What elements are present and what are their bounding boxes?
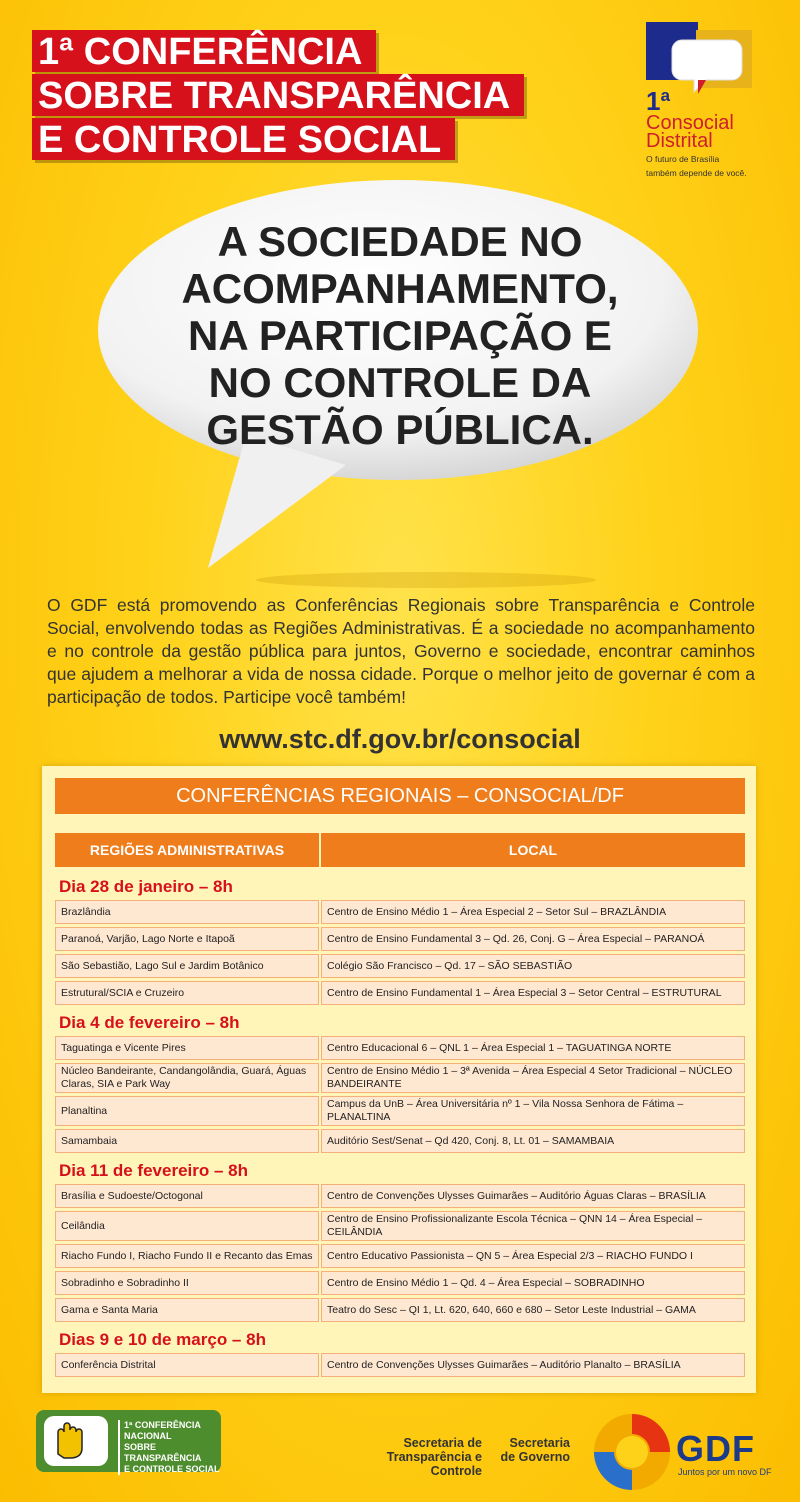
table-row bbox=[55, 1063, 745, 1093]
local-cell: Centro Educacional 6 – QNL 1 – Área Especial 1 – TAGUATINGA NORTE bbox=[321, 1036, 745, 1060]
title-line-3: E CONTROLE SOCIAL bbox=[32, 118, 455, 160]
local-cell: Centro de Ensino Médio 1 – 3ª Avenida – Área Especial 4 Setor Tradicional – NÚCLEO BANDEIRANTE bbox=[321, 1063, 745, 1093]
local-cell: Centro de Ensino Profissionalizante Escola Técnica – QNN 14 – Área Especial – CEILÂNDIA bbox=[321, 1211, 745, 1241]
gov-line-1: Secretaria bbox=[509, 1436, 570, 1450]
local-cell: Centro de Ensino Médio 1 – Qd. 4 – Área Especial – SOBRADINHO bbox=[321, 1271, 745, 1295]
conference-title bbox=[32, 30, 524, 162]
region-cell: Gama e Santa Maria bbox=[55, 1298, 319, 1322]
local-cell: Campus da UnB – Área Universitária nº 1 – Vila Nossa Senhora de Fátima – PLANALTINA bbox=[321, 1096, 745, 1126]
region-cell: Estrutural/SCIA e Cruzeiro bbox=[55, 981, 319, 1005]
region-cell: Ceilândia bbox=[55, 1211, 319, 1241]
bubble-line-5: GESTÃO PÚBLICA. bbox=[206, 406, 594, 453]
title-line-1: 1ª CONFERÊNCIA bbox=[32, 30, 376, 72]
column-header-local: LOCAL bbox=[321, 833, 745, 867]
gov-secretariat bbox=[500, 1436, 570, 1464]
table-row bbox=[55, 1211, 745, 1241]
region-cell: Samambaia bbox=[55, 1129, 319, 1153]
day-heading: Dias 9 e 10 de março – 8h bbox=[59, 1330, 266, 1349]
logo-name-2: Distrital bbox=[646, 130, 713, 152]
schedule-table bbox=[42, 766, 756, 1393]
table-row bbox=[55, 1271, 745, 1295]
national-line-3: E CONTROLE SOCIAL bbox=[124, 1464, 220, 1474]
title-line-2: SOBRE TRANSPARÊNCIA bbox=[32, 74, 524, 116]
local-cell: Centro de Ensino Fundamental 1 – Área Especial 3 – Setor Central – ESTRUTURAL bbox=[321, 981, 745, 1005]
national-line-2: SOBRE TRANSPARÊNCIA bbox=[124, 1442, 202, 1463]
stc-line-1: Secretaria de bbox=[403, 1436, 482, 1450]
column-header-regions: REGIÕES ADMINISTRATIVAS bbox=[55, 833, 319, 867]
logo-tagline-1: O futuro de Brasília bbox=[646, 154, 720, 164]
region-cell: Paranoá, Varjão, Lago Norte e Itapoã bbox=[55, 927, 319, 951]
table-row bbox=[55, 900, 745, 924]
region-cell: São Sebastião, Lago Sul e Jardim Botânico bbox=[55, 954, 319, 978]
table-row bbox=[55, 1244, 745, 1268]
region-cell: Brazlândia bbox=[55, 900, 319, 924]
day-heading: Dia 4 de fevereiro – 8h bbox=[59, 1013, 240, 1032]
stc-line-2: Transparência e Controle bbox=[386, 1450, 482, 1478]
bubble-headline bbox=[150, 218, 650, 453]
intro-paragraph: O GDF está promovendo as Conferências Regionais sobre Transparência e Controle Social, envolvendo todas as Regiões Administrativas. É a sociedade no acompanhamento e no controle da gestão pública para juntos, Governo e sociedade, encontrar caminhos que ajudem a melhorar a vida de nossa cidade. Porque o melhor jeito de governar é com a participação de todos. Participe você também! bbox=[47, 595, 755, 707]
gov-line-2: de Governo bbox=[500, 1450, 570, 1464]
national-conference-badge bbox=[36, 1410, 221, 1472]
table-row bbox=[55, 954, 745, 978]
local-cell: Centro de Ensino Fundamental 3 – Qd. 26, Conj. G – Área Especial – PARANOÁ bbox=[321, 927, 745, 951]
local-cell: Teatro do Sesc – QI 1, Lt. 620, 640, 660 e 680 – Setor Leste Industrial – GAMA bbox=[321, 1298, 745, 1322]
local-cell: Centro Educativo Passionista – QN 5 – Área Especial 2/3 – RIACHO FUNDO I bbox=[321, 1244, 745, 1268]
bubble-line-4: NO CONTROLE DA bbox=[208, 359, 592, 406]
table-row bbox=[55, 1036, 745, 1060]
table-rows bbox=[55, 872, 745, 1380]
local-cell: Auditório Sest/Senat – Qd 420, Conj. 8, Lt. 01 – SAMAMBAIA bbox=[321, 1129, 745, 1153]
logo-number: 1ª bbox=[646, 86, 671, 116]
local-cell: Colégio São Francisco – Qd. 17 – SÃO SEBASTIÃO bbox=[321, 954, 745, 978]
gdf-wordmark: GDF bbox=[676, 1428, 755, 1469]
day-heading: Dia 11 de fevereiro – 8h bbox=[59, 1161, 248, 1180]
consocial-logo bbox=[646, 22, 776, 182]
region-cell: Núcleo Bandeirante, Candangolândia, Guará, Águas Claras, SIA e Park Way bbox=[55, 1063, 319, 1093]
gdf-tagline: Juntos por um novo DF bbox=[678, 1467, 772, 1477]
table-heading: CONFERÊNCIAS REGIONAIS – CONSOCIAL/DF bbox=[55, 778, 745, 814]
bubble-line-2: ACOMPANHAMENTO, bbox=[181, 265, 619, 312]
logo-name-1: Consocial bbox=[646, 112, 734, 134]
day-heading: Dia 28 de janeiro – 8h bbox=[59, 877, 233, 896]
region-cell: Brasília e Sudoeste/Octogonal bbox=[55, 1184, 319, 1208]
logo-tagline-2: também depende de você. bbox=[646, 168, 747, 178]
region-cell: Taguatinga e Vicente Pires bbox=[55, 1036, 319, 1060]
table-row bbox=[55, 1129, 745, 1153]
region-cell: Riacho Fundo I, Riacho Fundo II e Recanto das Emas bbox=[55, 1244, 319, 1268]
hand-speech-icon bbox=[36, 1410, 116, 1472]
table-row bbox=[55, 1096, 745, 1126]
table-row bbox=[55, 1184, 745, 1208]
local-cell: Centro de Convenções Ulysses Guimarães – Auditório Águas Claras – BRASÍLIA bbox=[321, 1184, 745, 1208]
national-line-1: 1ª CONFERÊNCIA NACIONAL bbox=[124, 1420, 201, 1441]
region-cell: Planaltina bbox=[55, 1096, 319, 1126]
table-row bbox=[55, 927, 745, 951]
table-row bbox=[55, 981, 745, 1005]
stc-secretariat bbox=[336, 1436, 482, 1478]
gdf-emblem-icon bbox=[590, 1410, 674, 1494]
bubble-line-1: A SOCIEDADE NO bbox=[217, 218, 583, 265]
bubble-line-3: NA PARTICIPAÇÃO E bbox=[188, 312, 612, 359]
table-row bbox=[55, 1353, 745, 1377]
region-cell: Sobradinho e Sobradinho II bbox=[55, 1271, 319, 1295]
local-cell: Centro de Ensino Médio 1 – Área Especial 2 – Setor Sul – BRAZLÂNDIA bbox=[321, 900, 745, 924]
website-link[interactable]: www.stc.df.gov.br/consocial bbox=[219, 724, 581, 754]
local-cell: Centro de Convenções Ulysses Guimarães – Auditório Planalto – BRASÍLIA bbox=[321, 1353, 745, 1377]
region-cell: Conferência Distrital bbox=[55, 1353, 319, 1377]
table-row bbox=[55, 1298, 745, 1322]
